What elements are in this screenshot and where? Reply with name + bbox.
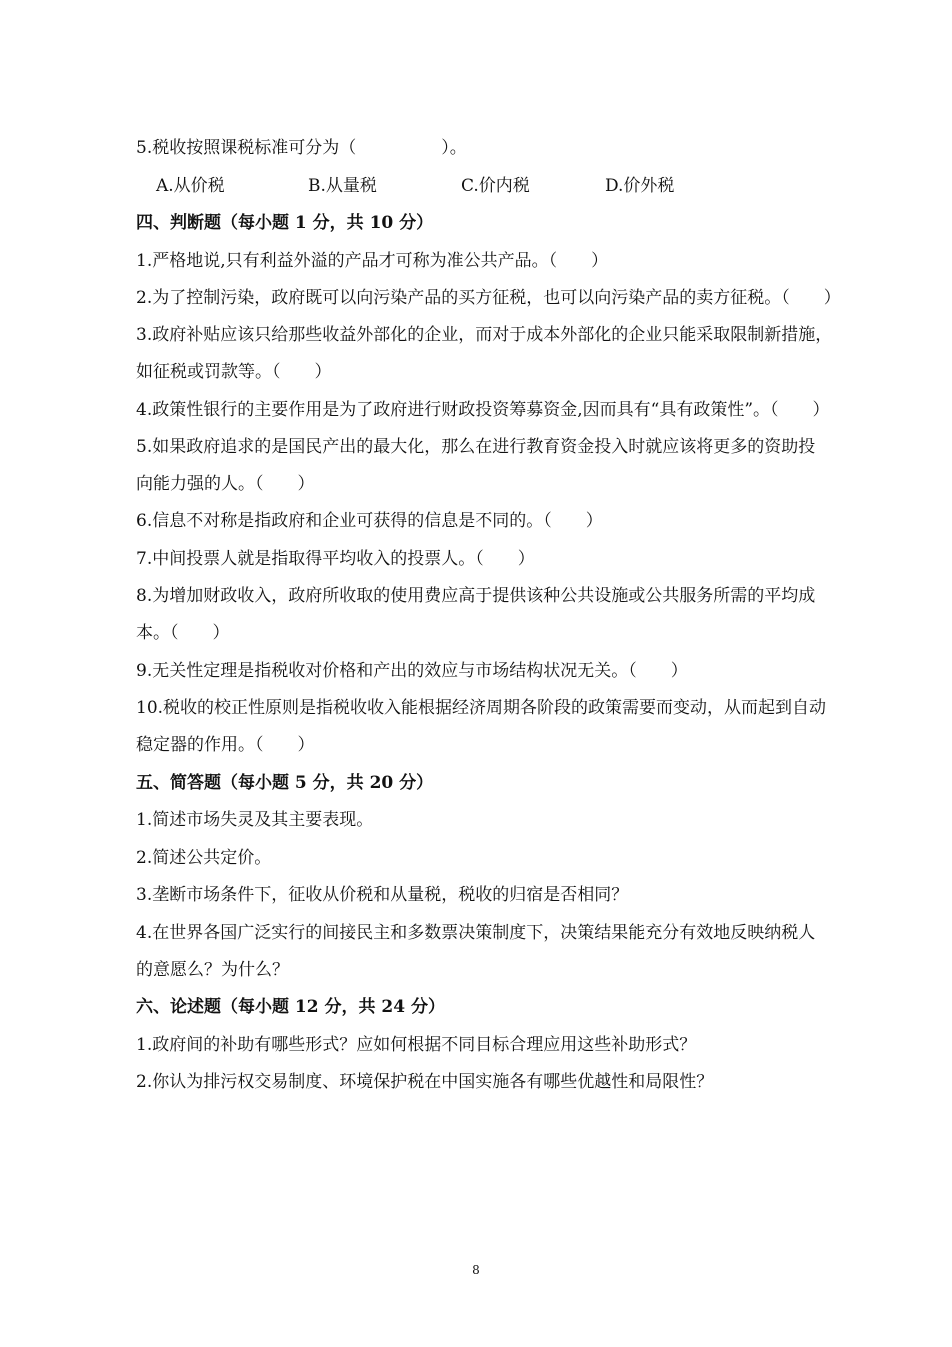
short-answer-line: 1.简述市场失灵及其主要表现。 bbox=[136, 810, 374, 830]
option-c: C.价内税 bbox=[461, 176, 530, 196]
option-a: A.从价税 bbox=[156, 176, 225, 196]
judgment-line: 2.为了控制污染，政府既可以向污染产品的买方征税，也可以向污染产品的卖方征税。（ ） bbox=[136, 288, 841, 308]
essay-line: 2.你认为排污权交易制度、环境保护税在中国实施各有哪些优越性和局限性？ bbox=[136, 1072, 714, 1092]
section-6-heading: 六、论述题（每小题 12 分，共 24 分） bbox=[136, 997, 445, 1017]
judgment-line: 向能力强的人。（ ） bbox=[136, 474, 315, 494]
section-5-heading: 五、简答题（每小题 5 分，共 20 分） bbox=[136, 773, 434, 793]
judgment-line: 10.税收的校正性原则是指税收收入能根据经济周期各阶段的政策需要而变动，从而起到自动 bbox=[136, 698, 827, 718]
short-answer-line: 3.垄断市场条件下，征收从价税和从量税，税收的归宿是否相同？ bbox=[136, 885, 629, 905]
option-d: D.价外税 bbox=[605, 176, 675, 196]
judgment-line: 5.如果政府追求的是国民产出的最大化，那么在进行教育资金投入时就应该将更多的资助投 bbox=[136, 437, 816, 457]
option-b: B.从量税 bbox=[308, 176, 377, 196]
judgment-line: 8.为增加财政收入，政府所收取的使用费应高于提供该种公共设施或公共服务所需的平均成 bbox=[136, 586, 816, 606]
judgment-line: 9.无关性定理是指税收对价格和产出的效应与市场结构状况无关。（ ） bbox=[136, 661, 688, 681]
judgment-line: 如征税或罚款等。（ ） bbox=[136, 362, 332, 382]
judgment-line: 3.政府补贴应该只给那些收益外部化的企业，而对于成本外部化的企业只能采取限制新措施， bbox=[136, 325, 833, 345]
judgment-line: 7.中间投票人就是指取得平均收入的投票人。（ ） bbox=[136, 549, 535, 569]
section-4-heading: 四、判断题（每小题 1 分，共 10 分） bbox=[136, 213, 434, 233]
judgment-line: 稳定器的作用。（ ） bbox=[136, 735, 315, 755]
page-number: 8 bbox=[472, 1263, 480, 1277]
short-answer-line: 的意愿么？为什么？ bbox=[136, 960, 289, 980]
judgment-line: 1.严格地说,只有利益外溢的产品才可称为准公共产品。（ ） bbox=[136, 251, 609, 271]
essay-line: 1.政府间的补助有哪些形式？应如何根据不同目标合理应用这些补助形式？ bbox=[136, 1035, 697, 1055]
judgment-line: 4.政策性银行的主要作用是为了政府进行财政投资筹募资金,因而具有“具有政策性”。（ ） bbox=[136, 400, 830, 420]
short-answer-line: 2.简述公共定价。 bbox=[136, 848, 272, 868]
short-answer-line: 4.在世界各国广泛实行的间接民主和多数票决策制度下，决策结果能充分有效地反映纳税人 bbox=[136, 923, 816, 943]
judgment-line: 本。（ ） bbox=[136, 623, 230, 643]
question-5-stem: 5.税收按照课税标准可分为（ ）。 bbox=[136, 138, 467, 158]
judgment-line: 6.信息不对称是指政府和企业可获得的信息是不同的。（ ） bbox=[136, 511, 603, 531]
